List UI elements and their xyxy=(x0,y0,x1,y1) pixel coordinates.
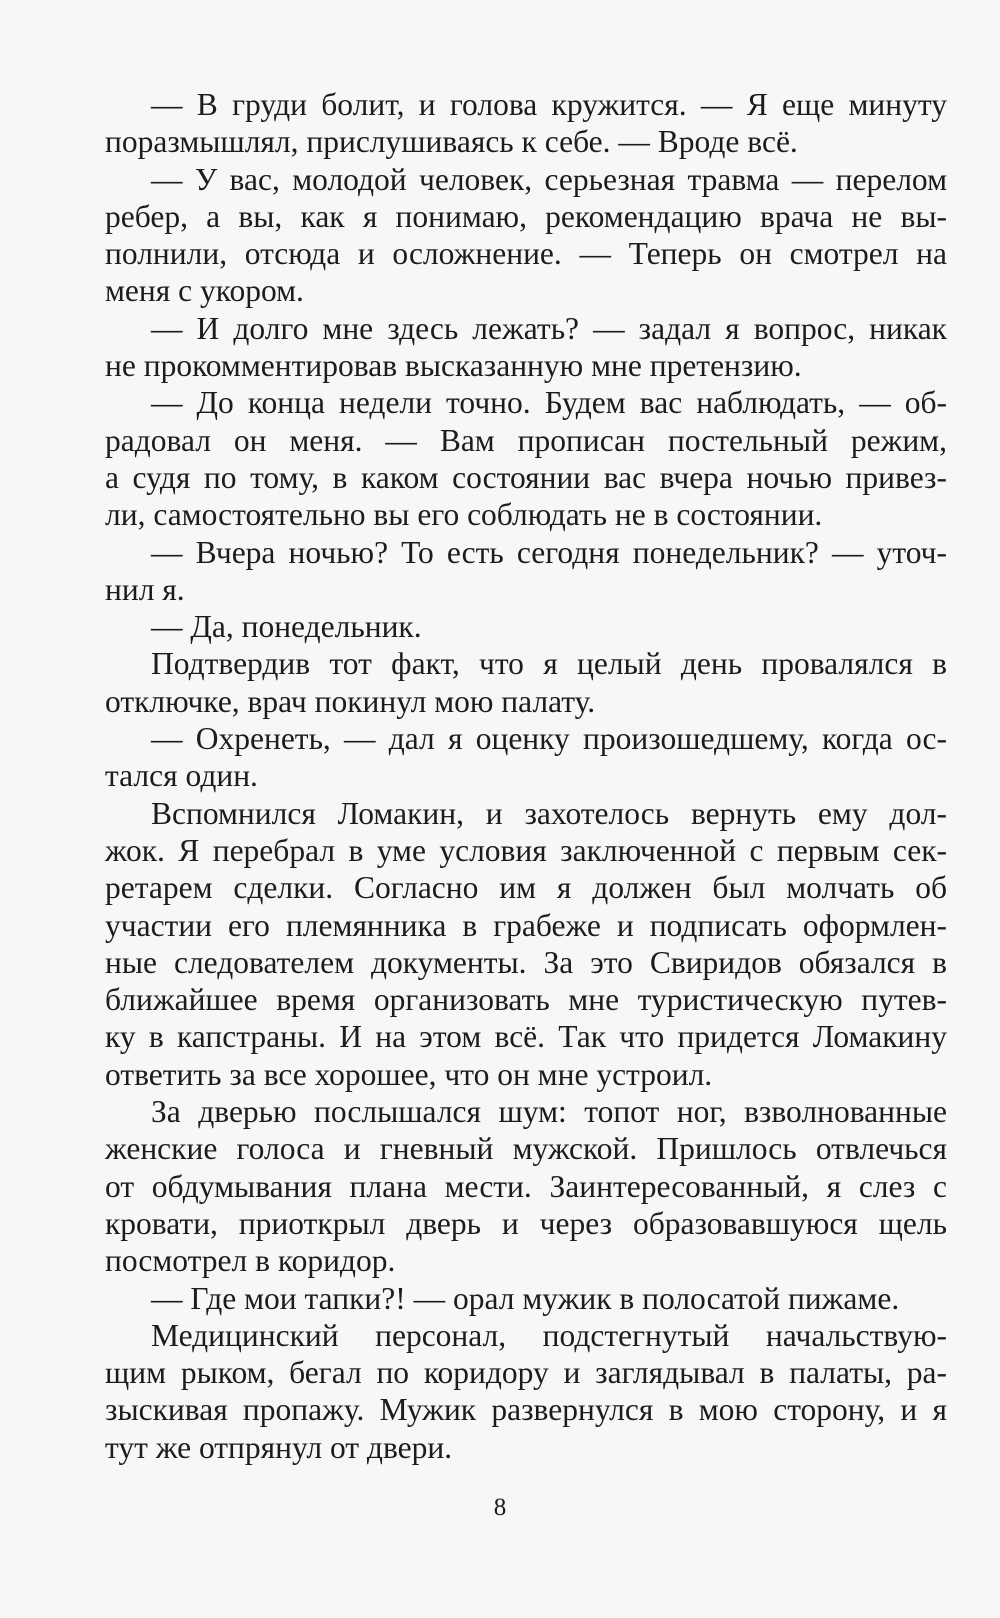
text-line: нил я. xyxy=(105,571,185,607)
text-line: отключке, врач покинул мою палату. xyxy=(105,683,596,719)
text-line: — До конца недели точно. Будем вас наблюдать, — об- xyxy=(151,385,947,421)
text-line: ку в капстраны. И на этом всё. Так что придется Ломакину xyxy=(105,1019,947,1055)
text-line: поразмышлял, прислушиваясь к себе. — Вроде всё. xyxy=(105,124,798,160)
text-line: — Где мои тапки?! — орал мужик в полосатой пижаме. xyxy=(151,1280,900,1316)
page-body-text xyxy=(105,86,947,1466)
text-line: ретарем сделки. Согласно им я должен был молчать об xyxy=(105,870,947,906)
text-line: ближайшее время организовать мне туристическую путев- xyxy=(105,982,947,1018)
text-line: от обдумывания плана мести. Заинтересованный, я слез с xyxy=(105,1168,947,1204)
text-line: Подтвердив тот факт, что я целый день провалялся в xyxy=(151,646,947,682)
text-line: — Вчера ночью? То есть сегодня понедельник? — уточ- xyxy=(151,534,947,570)
text-line: посмотрел в коридор. xyxy=(105,1243,396,1279)
text-line: Вспомнился Ломакин, и захотелось вернуть ему дол- xyxy=(151,795,947,831)
text-line: — У вас, молодой человек, серьезная травма — перелом xyxy=(151,161,947,197)
text-line: ли, самостоятельно вы его соблюдать не в состоянии. xyxy=(105,497,823,533)
text-line: — И долго мне здесь лежать? — задал я вопрос, никак xyxy=(151,310,947,346)
text-line: тался один. xyxy=(105,758,258,794)
text-line: участии его племянника в грабеже и подписать оформлен- xyxy=(105,907,947,943)
text-line: ответить за все хорошее, что он мне устроил. xyxy=(105,1056,713,1092)
text-line: ные следователем документы. За это Свиридов обязался в xyxy=(105,944,947,980)
text-line: Медицинский персонал, подстегнутый начальствую- xyxy=(151,1317,947,1353)
text-line: не прокомментировав высказанную мне претензию. xyxy=(105,348,802,384)
text-line: жок. Я перебрал в уме условия заключенной с первым сек- xyxy=(105,832,947,868)
text-line: За дверью послышался шум: топот ног, взволнованные xyxy=(151,1094,947,1130)
text-line: — В груди болит, и голова кружится. — Я еще минуту xyxy=(151,87,947,122)
text-line: тут же отпрянул от двери. xyxy=(105,1429,453,1465)
text-line: ребер, а вы, как я понимаю, рекомендацию врача не вы- xyxy=(105,198,947,234)
text-line: женские голоса и гневный мужской. Пришлось отвлечься xyxy=(105,1131,947,1167)
text-line: кровати, приоткрыл дверь и через образовавшуюся щель xyxy=(105,1205,947,1241)
text-line: — Да, понедельник. xyxy=(151,609,422,645)
text-line: зыскивая пропажу. Мужик развернулся в мою сторону, и я xyxy=(105,1392,947,1428)
text-line: меня с укором. xyxy=(105,273,304,309)
text-line: полнили, отсюда и осложнение. — Теперь он смотрел на xyxy=(105,236,947,272)
page-number: 8 xyxy=(493,1494,507,1521)
text-line: — Охренеть, — дал я оценку произошедшему, когда ос- xyxy=(151,721,947,757)
text-line: щим рыком, бегал по коридору и заглядывал в палаты, ра- xyxy=(105,1355,947,1391)
text-line: радовал он меня. — Вам прописан постельный режим, xyxy=(105,422,947,458)
text-line: а судя по тому, в каком состоянии вас вчера ночью привез- xyxy=(105,459,947,495)
